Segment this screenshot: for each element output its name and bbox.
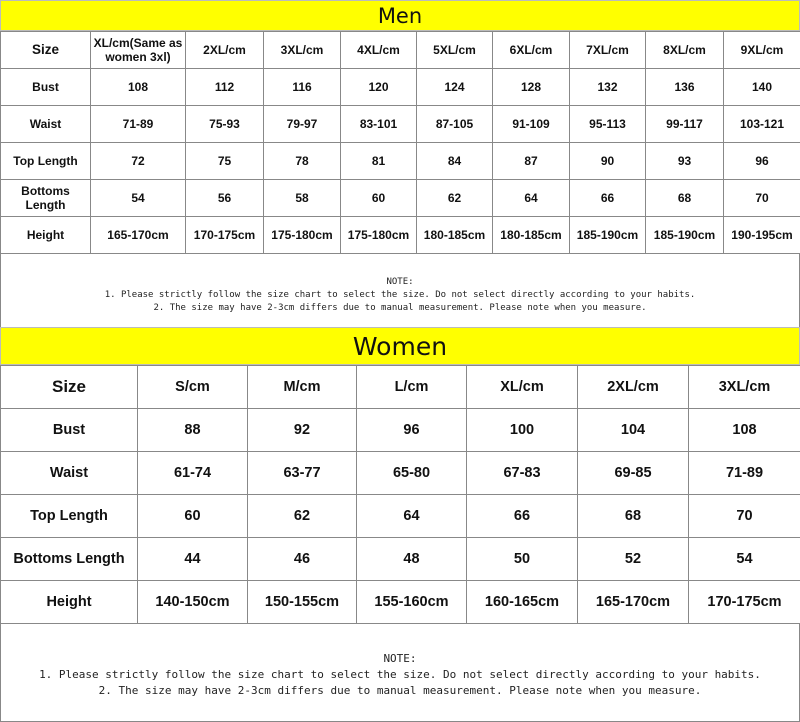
table-cell: 91-109: [493, 106, 570, 143]
table-cell: 79-97: [264, 106, 341, 143]
table-cell: 108: [689, 409, 800, 452]
table-cell: 170-175cm: [689, 581, 800, 624]
men-note-title: NOTE:: [1, 276, 799, 289]
table-cell: 68: [578, 495, 689, 538]
table-cell: 140-150cm: [138, 581, 248, 624]
table-cell: 84: [417, 143, 493, 180]
table-cell: 50: [467, 538, 578, 581]
men-table-row: [1, 217, 800, 254]
table-cell: 56: [186, 180, 264, 217]
men-note-line-1: 1. Please strictly follow the size chart to select the size. Do not select directly according to your habits.: [1, 289, 799, 302]
column-header-cell: 7XL/cm: [570, 32, 646, 69]
table-cell: 75-93: [186, 106, 264, 143]
column-header-cell: 6XL/cm: [493, 32, 570, 69]
table-cell: 64: [493, 180, 570, 217]
column-header-cell: 9XL/cm: [724, 32, 800, 69]
column-header-cell: Size: [1, 32, 91, 69]
column-header-cell: XL/cm: [467, 366, 578, 409]
table-cell: 180-185cm: [493, 217, 570, 254]
table-cell: 83-101: [341, 106, 417, 143]
table-cell: 48: [357, 538, 467, 581]
column-header-cell: 5XL/cm: [417, 32, 493, 69]
women-size-chart: [0, 327, 800, 721]
table-cell: 60: [341, 180, 417, 217]
column-header-cell: 8XL/cm: [646, 32, 724, 69]
column-header-cell: M/cm: [248, 366, 357, 409]
table-cell: 185-190cm: [646, 217, 724, 254]
table-cell: 155-160cm: [357, 581, 467, 624]
table-cell: 150-155cm: [248, 581, 357, 624]
table-cell: 170-175cm: [186, 217, 264, 254]
women-note-title: NOTE:: [1, 651, 799, 667]
table-cell: 175-180cm: [264, 217, 341, 254]
women-table-row: [1, 538, 800, 581]
table-cell: 108: [91, 69, 186, 106]
column-header-cell: XL/cm(Same as women 3xl): [91, 32, 186, 69]
row-label-cell: Height: [1, 581, 138, 624]
table-cell: 100: [467, 409, 578, 452]
table-cell: 96: [357, 409, 467, 452]
women-table-row: [1, 581, 800, 624]
table-cell: 93: [646, 143, 724, 180]
table-cell: 71-89: [689, 452, 800, 495]
column-header-cell: 2XL/cm: [578, 366, 689, 409]
table-cell: 66: [467, 495, 578, 538]
table-cell: 104: [578, 409, 689, 452]
table-cell: 62: [248, 495, 357, 538]
row-label-cell: Bust: [1, 409, 138, 452]
men-table-row: [1, 143, 800, 180]
table-cell: 99-117: [646, 106, 724, 143]
table-cell: 165-170cm: [91, 217, 186, 254]
table-cell: 70: [724, 180, 800, 217]
table-cell: 116: [264, 69, 341, 106]
table-cell: 63-77: [248, 452, 357, 495]
men-size-table: [0, 31, 800, 254]
men-title: Men: [378, 4, 422, 28]
row-label-cell: Waist: [1, 106, 91, 143]
table-cell: 72: [91, 143, 186, 180]
column-header-cell: 3XL/cm: [689, 366, 800, 409]
table-cell: 68: [646, 180, 724, 217]
table-cell: 52: [578, 538, 689, 581]
table-cell: 62: [417, 180, 493, 217]
women-table-row: [1, 452, 800, 495]
men-header-row: [1, 32, 800, 69]
row-label-cell: Bust: [1, 69, 91, 106]
table-cell: 64: [357, 495, 467, 538]
table-cell: 103-121: [724, 106, 800, 143]
women-header-row: [1, 366, 800, 409]
table-cell: 67-83: [467, 452, 578, 495]
men-table-row: [1, 69, 800, 106]
men-table-row: [1, 180, 800, 217]
table-cell: 66: [570, 180, 646, 217]
table-cell: 65-80: [357, 452, 467, 495]
table-cell: 112: [186, 69, 264, 106]
men-note-line-2: 2. The size may have 2-3cm differs due to manual measurement. Please note when you measure.: [1, 302, 799, 315]
table-cell: 160-165cm: [467, 581, 578, 624]
men-note: [0, 254, 800, 334]
women-table-row: [1, 409, 800, 452]
table-cell: 120: [341, 69, 417, 106]
table-cell: 61-74: [138, 452, 248, 495]
table-cell: 69-85: [578, 452, 689, 495]
table-cell: 46: [248, 538, 357, 581]
table-cell: 136: [646, 69, 724, 106]
table-cell: 96: [724, 143, 800, 180]
men-table-row: [1, 106, 800, 143]
table-cell: 54: [689, 538, 800, 581]
column-header-cell: L/cm: [357, 366, 467, 409]
table-cell: 95-113: [570, 106, 646, 143]
women-note-line-2: 2. The size may have 2-3cm differs due to manual measurement. Please note when you measure.: [1, 683, 799, 699]
men-size-chart: [0, 0, 800, 324]
table-cell: 128: [493, 69, 570, 106]
table-cell: 75: [186, 143, 264, 180]
row-label-cell: Waist: [1, 452, 138, 495]
column-header-cell: 4XL/cm: [341, 32, 417, 69]
table-cell: 44: [138, 538, 248, 581]
women-table-row: [1, 495, 800, 538]
women-note: [0, 624, 800, 722]
row-label-cell: Bottoms Length: [1, 538, 138, 581]
row-label-cell: Top Length: [1, 495, 138, 538]
women-title-banner: [0, 327, 800, 365]
table-cell: 132: [570, 69, 646, 106]
table-cell: 92: [248, 409, 357, 452]
table-cell: 190-195cm: [724, 217, 800, 254]
women-note-line-1: 1. Please strictly follow the size chart to select the size. Do not select directly according to your habits.: [1, 667, 799, 683]
table-cell: 81: [341, 143, 417, 180]
women-size-table: [0, 365, 800, 624]
table-cell: 140: [724, 69, 800, 106]
column-header-cell: S/cm: [138, 366, 248, 409]
table-cell: 87: [493, 143, 570, 180]
row-label-cell: Height: [1, 217, 91, 254]
table-cell: 124: [417, 69, 493, 106]
table-cell: 71-89: [91, 106, 186, 143]
table-cell: 58: [264, 180, 341, 217]
table-cell: 87-105: [417, 106, 493, 143]
men-title-banner: [0, 0, 800, 31]
table-cell: 185-190cm: [570, 217, 646, 254]
column-header-cell: Size: [1, 366, 138, 409]
women-title: Women: [353, 332, 447, 361]
table-cell: 180-185cm: [417, 217, 493, 254]
table-cell: 54: [91, 180, 186, 217]
table-cell: 60: [138, 495, 248, 538]
table-cell: 78: [264, 143, 341, 180]
table-cell: 165-170cm: [578, 581, 689, 624]
table-cell: 88: [138, 409, 248, 452]
table-cell: 175-180cm: [341, 217, 417, 254]
column-header-cell: 2XL/cm: [186, 32, 264, 69]
row-label-cell: Top Length: [1, 143, 91, 180]
table-cell: 90: [570, 143, 646, 180]
table-cell: 70: [689, 495, 800, 538]
row-label-cell: Bottoms Length: [1, 180, 91, 217]
column-header-cell: 3XL/cm: [264, 32, 341, 69]
